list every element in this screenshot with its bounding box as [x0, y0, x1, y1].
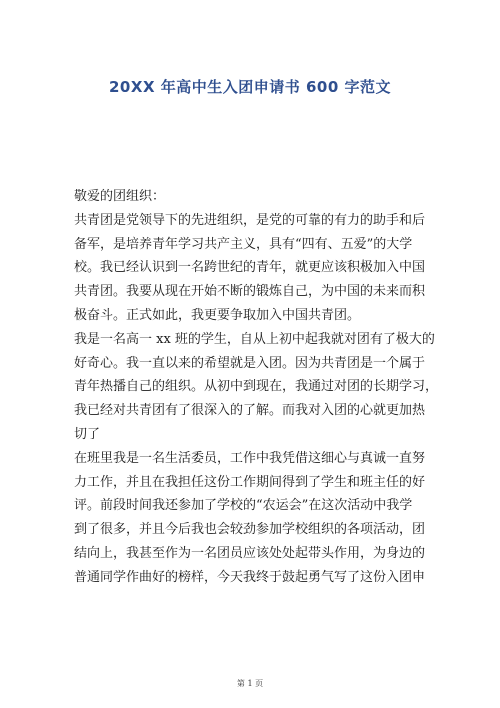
- text-line: 评。前段时间我还参加了学校的“农运会”在这次活动中我学: [74, 498, 413, 514]
- text-line: 好奇心。我一直以来的希望就是入团。因为共青团是一个属于: [74, 355, 426, 371]
- text-line: 力工作，并且在我担任这份工作期间得到了学生和班主任的好: [74, 474, 426, 490]
- paragraph-3: [74, 447, 434, 590]
- text-line: 校。我已经认识到一名跨世纪的青年，就更应该积极加入中国: [74, 260, 426, 276]
- text-line: 极奋斗。正式如此，我更要争取加入中国共青团。: [74, 307, 361, 323]
- paragraph-2: [74, 328, 439, 447]
- text-line: 结向上，我甚至作为一名团员应该处处起带头作用，为身边的: [74, 545, 426, 561]
- text-line: 共青团。我要从现在开始不断的锻炼自己，为中国的未来而积: [74, 284, 426, 300]
- text-line: 敬爱的团组织：: [74, 189, 166, 204]
- page-number: 第 1 页: [236, 679, 264, 688]
- text-line: 切了: [74, 426, 101, 442]
- text-line: 我是一名高一 xx 班的学生，自从上初中起我就对团有了极大的: [74, 331, 435, 347]
- text-line: 共青团是党领导下的先进组织，是党的可靠的有力的助手和后: [74, 212, 426, 228]
- paragraph-1: [74, 209, 434, 328]
- text-line: 在班里我是一名生活委员，工作中我凭借这细心与真诚一直努: [74, 450, 426, 466]
- document-body: [74, 185, 439, 590]
- text-line: 到了很多，并且今后我也会较劲参加学校组织的各项活动，团: [74, 522, 426, 538]
- salutation: [74, 185, 434, 209]
- text-line: 备军，是培养青年学习共产主义，具有“四有、五爱”的大学: [74, 236, 413, 252]
- text-line: 我已经对共青团有了很深入的了解。而我对入团的心就更加热: [74, 403, 426, 419]
- document-title: 20XX 年高中生入团申请书 600 字范文: [109, 78, 391, 96]
- text-line: 青年热播自己的组织。从初中到现在，我通过对团的长期学习，: [74, 379, 439, 395]
- text-line: 普通同学作曲好的榜样，今天我终于鼓起勇气写了这份入团申: [74, 569, 426, 585]
